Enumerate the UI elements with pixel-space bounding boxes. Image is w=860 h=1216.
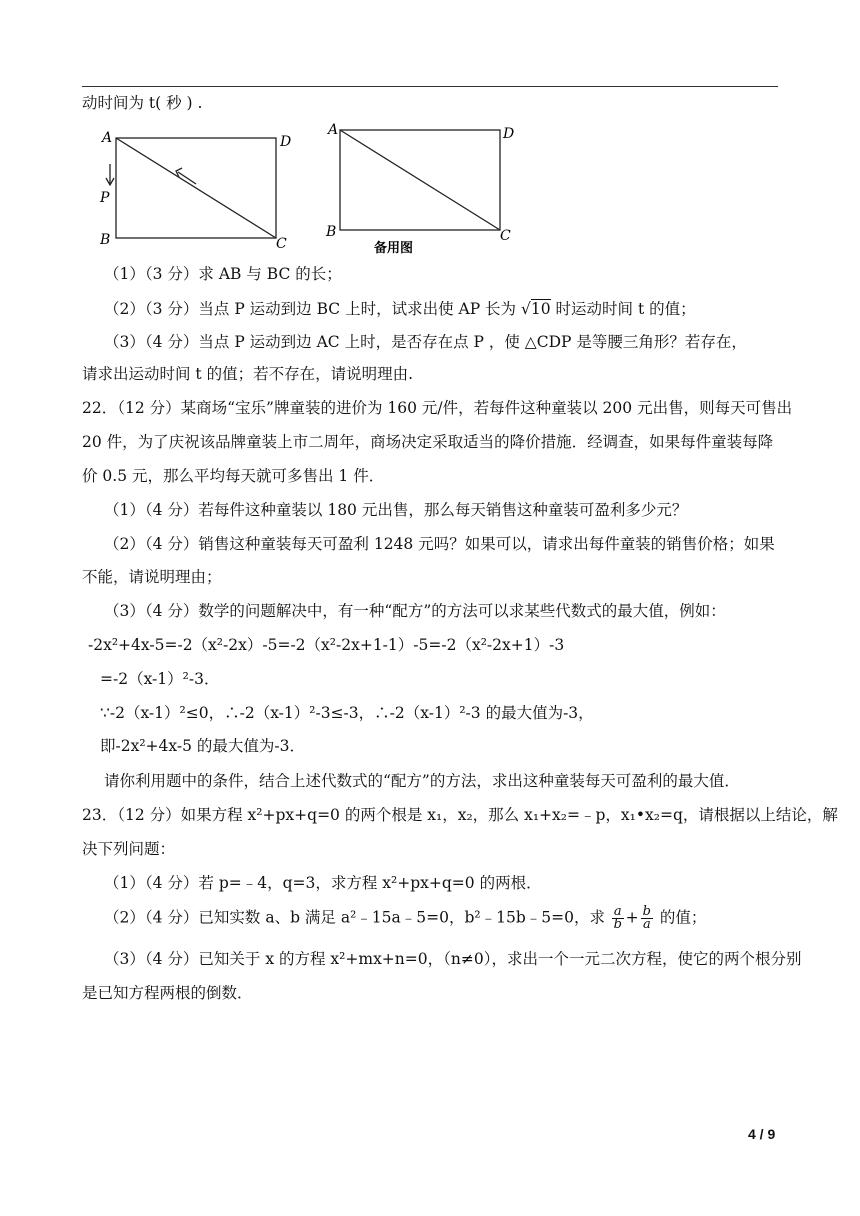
- q22-expr-line1: -2x²+4x-5=-2（x²-2x）-5=-2（x²-2x+1-1）-5=-2（x²-2x+1）-3: [88, 636, 565, 654]
- header-line: 动时间为 t( 秒 ) .: [82, 94, 203, 112]
- label-d-left: D: [280, 134, 292, 150]
- fraction-b-over-a: $\frac{b}{a}$: [642, 904, 651, 932]
- label-b-right: B: [326, 224, 337, 240]
- page-number: 4 / 9: [748, 1126, 776, 1142]
- q23-stem-line2: 决下列问题：: [82, 840, 176, 858]
- q23-part1: （1）（4 分）若 p=﹣4，q=3，求方程 x²+px+q=0 的两根．: [104, 874, 542, 892]
- figure-caption: 备用图: [374, 241, 414, 256]
- rectangle-figures: [90, 118, 530, 258]
- q22-part1: （1）（4 分）若每件这种童装以 180 元出售，那么每天销售这种童装可盈利多少元？: [104, 501, 688, 519]
- q22-part2-line2: 不能，请说明理由；: [82, 568, 222, 586]
- label-b-left: B: [100, 232, 111, 248]
- header-rule: [82, 86, 778, 87]
- diagonal-ac: [116, 138, 276, 238]
- q21-part2: （2）（3 分）当点 P 运动到边 BC 上时，试求出使 AP 长为 √10 时运动时间 t 的值；: [104, 300, 696, 318]
- q21-part1: （1）（3 分）求 AB 与 BC 的长；: [104, 265, 342, 283]
- q22-stem-line3: 价 0.5 元，那么平均每天就可多售出 1 件．: [82, 467, 385, 485]
- sqrt-value: 10: [530, 300, 551, 318]
- label-a-left: A: [102, 130, 113, 146]
- label-a-right: A: [328, 122, 339, 138]
- q21-part3-line1: （3）（4 分）当点 P 运动到边 AC 上时，是否存在点 P ，使 △CDP 是等腰三角形？若存在，: [104, 333, 747, 351]
- label-p-left: P: [100, 190, 110, 206]
- diagonal-ac-backup: [340, 130, 500, 230]
- sqrt-symbol: √: [520, 300, 531, 318]
- label-c-right: C: [500, 228, 511, 244]
- fraction-a-over-b: $\frac{a}{b}$: [613, 904, 622, 932]
- label-d-right: D: [503, 126, 515, 142]
- q23-part2: （2）（4 分）已知实数 a、b 满足 a²﹣15a﹣5=0，b²﹣15b﹣5=0，求 $\frac{a}{b}$ + $\frac{b}{a}$ 的值；: [104, 904, 707, 932]
- q22-part2-line1: （2）（4 分）销售这种童装每天可盈利 1248 元吗？如果可以，请求出每件童装的销售价格；如果: [104, 535, 775, 553]
- q22-expr-line3: ∵-2（x-1）²≤0，∴-2（x-1）²-3≤-3，∴-2（x-1）²-3 的最大值为-3，: [100, 704, 594, 722]
- q23-part3-line2: 是已知方程两根的倒数．: [82, 984, 253, 1002]
- q22-expr-line4: 即-2x²+4x-5 的最大值为-3．: [100, 737, 305, 755]
- q23-stem-line1: 23．（12 分）如果方程 x²+px+q=0 的两个根是 x₁，x₂，那么 x₁+x₂=﹣p，x₁•x₂=q，请根据以上结论，解: [82, 806, 838, 824]
- q23-part3-line1: （3）（4 分）已知关于 x 的方程 x²+mx+n=0，（n≠0），求出一个一元二次方程，使它的两个根分别: [104, 950, 802, 968]
- q21-part3-line2: 请求出运动时间 t 的值；若不存在，请说明理由.: [82, 365, 414, 383]
- q22-expr-line2: =-2（x-1）²-3．: [100, 670, 220, 688]
- q22-stem-line1: 22．（12 分）某商场“宝乐”牌童装的进价为 160 元/件，若每件这种童装以 200 元出售，则每天可售出: [82, 399, 793, 417]
- q22-expr-line5: 请你利用题中的条件，结合上述代数式的“配方”的方法，求出这种童装每天可盈利的最大值．: [104, 772, 740, 790]
- label-c-left: C: [276, 236, 287, 252]
- q22-part3: （3）（4 分）数学的问题解决中，有一种“配方”的方法可以求某些代数式的最大值，例如：: [104, 602, 726, 620]
- q22-stem-line2: 20 件，为了庆祝该品牌童装上市二周年，商场决定采取适当的降价措施．经调查，如果每件童装每降: [82, 433, 774, 451]
